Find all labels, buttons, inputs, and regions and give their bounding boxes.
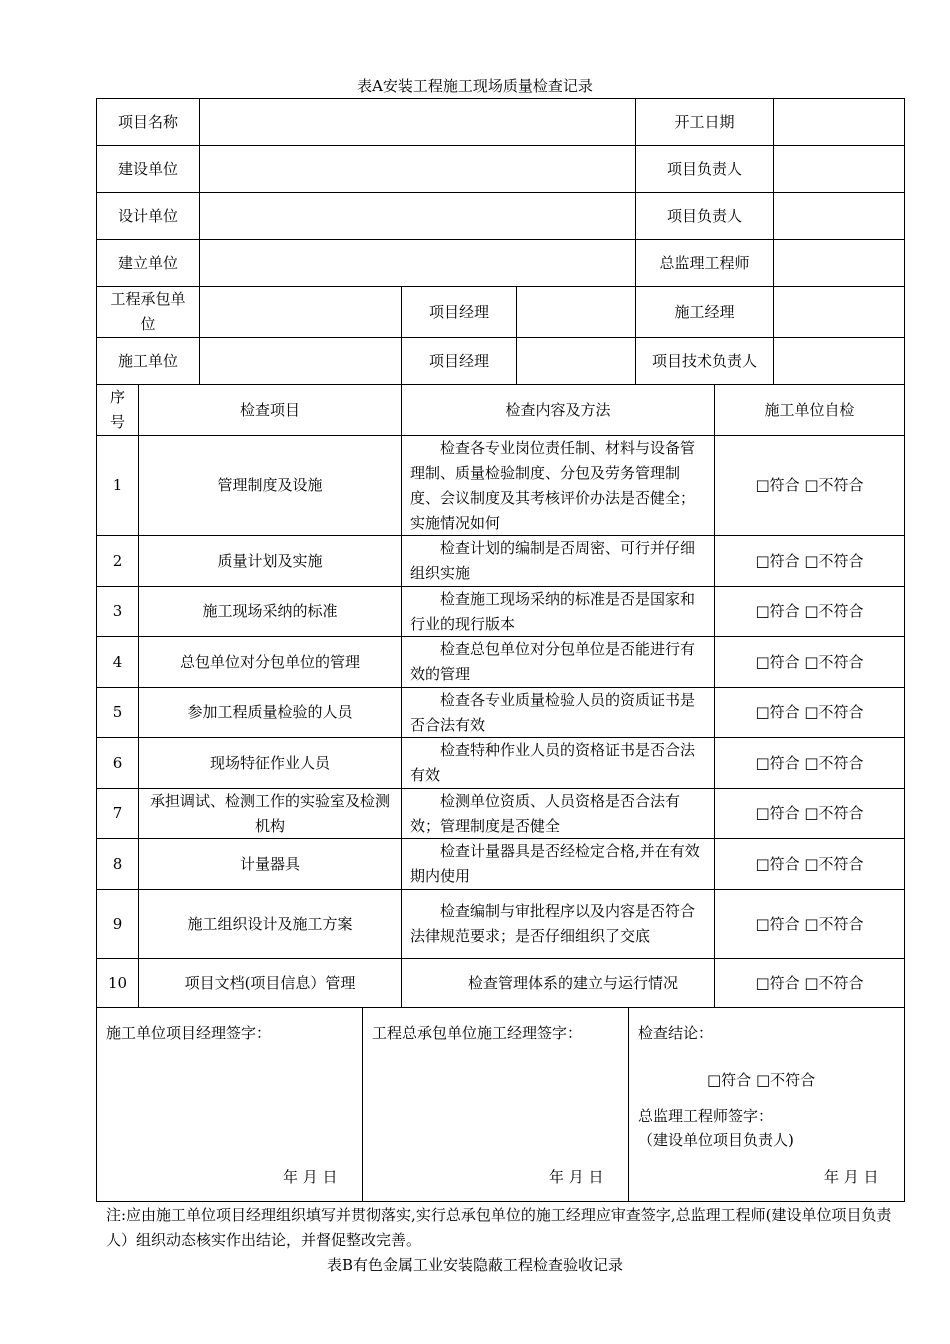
conclusion-checkbox[interactable]: □符合 □不符合 xyxy=(707,1071,816,1089)
row-self-check-checkbox[interactable]: □符合 □不符合 xyxy=(755,914,864,933)
row-item: 项目文档(项目信息）管理 xyxy=(184,973,356,992)
row-method xyxy=(402,789,714,838)
builder-value[interactable] xyxy=(200,338,401,384)
col-header-item: 检查项目 xyxy=(239,400,300,419)
row-method xyxy=(402,839,714,889)
project-leader-value-2[interactable] xyxy=(774,193,904,239)
row-self-check-checkbox[interactable]: □符合 □不符合 xyxy=(755,602,864,620)
method-text: 检查计量器具是否经检定合格,并在有效期内使用 xyxy=(410,842,700,885)
row-no: 8 xyxy=(112,854,123,873)
row-item: 总包单位对分包单位的管理 xyxy=(179,652,360,671)
method-text: 检查各专业岗位责任制、材料与设备管理制、质量检验制度、分包及劳务管理制度、会议制度及其考核评价办法是否健全；实施情况如何 xyxy=(410,438,696,532)
row-method xyxy=(402,959,714,1007)
method-text: 检查特种作业人员的资格证书是否合法有效 xyxy=(410,741,696,784)
chief-supervisor-value[interactable] xyxy=(774,240,904,286)
row-item: 质量计划及实施 xyxy=(217,551,323,570)
row-item: 现场特征作业人员 xyxy=(209,753,330,772)
design-unit-value[interactable] xyxy=(200,193,635,239)
method-text: 检查总包单位对分包单位是否能进行有效的管理 xyxy=(410,640,696,683)
project-name-value[interactable] xyxy=(200,99,635,145)
row-item: 施工组织设计及施工方案 xyxy=(187,914,353,933)
row-no: 4 xyxy=(112,652,123,671)
col-header-no: 序号 xyxy=(109,388,125,431)
construction-unit-label: 建设单位 xyxy=(117,159,178,178)
method-text: 检测单位资质、人员资格是否合法有效；管理制度是否健全 xyxy=(410,791,681,835)
date-field-3[interactable]: 年 月 日 xyxy=(824,1168,879,1186)
method-text: 检查管理体系的建立与运行情况 xyxy=(467,973,678,992)
project-name-label: 项目名称 xyxy=(117,112,178,131)
contractor-value[interactable] xyxy=(200,287,401,337)
row-method xyxy=(402,890,714,958)
method-text: 检查编制与审批程序以及内容是否符合法律规范要求；是否仔细组织了交底 xyxy=(410,902,696,945)
row-no: 6 xyxy=(112,753,123,772)
row-item: 施工现场采纳的标准 xyxy=(202,602,338,620)
project-leader-value-1[interactable] xyxy=(774,146,904,192)
row-method xyxy=(402,688,714,737)
row-self-check-checkbox[interactable]: □符合 □不符合 xyxy=(755,973,864,992)
general-contractor-sign-label: 工程总承包单位施工经理签字： xyxy=(372,1024,583,1042)
chief-supervisor-label: 总监理工程师 xyxy=(659,253,750,272)
col-header-method: 检查内容及方法 xyxy=(505,400,611,419)
project-manager-label-1: 项目经理 xyxy=(428,302,489,321)
construction-manager-label: 施工经理 xyxy=(674,302,735,321)
row-method xyxy=(402,436,714,535)
row-method xyxy=(402,738,714,788)
start-date-value[interactable] xyxy=(774,99,904,145)
table-b-title: 表B有色金属工业安装隐蔽工程检查验收记录 xyxy=(326,1256,624,1274)
row-method xyxy=(402,637,714,687)
project-manager-value-2[interactable] xyxy=(517,338,635,384)
footnote: 注:应由施工单位项目经理组织填写并贯彻落实,实行总承包单位的施工经理应审查签字,总监理工程师(建设单位项目负责人）组织动态核实作出结论，并督促整改完善。 xyxy=(106,1206,892,1249)
project-leader-label-2: 项目负责人 xyxy=(666,206,742,225)
row-item: 承担调试、检测工作的实验室及检测机构 xyxy=(149,791,390,835)
row-self-check-checkbox[interactable]: □符合 □不符合 xyxy=(755,804,864,822)
construction-unit-value[interactable] xyxy=(200,146,635,192)
row-item: 管理制度及设施 xyxy=(217,476,323,494)
row-no: 7 xyxy=(112,804,123,822)
row-self-check-checkbox[interactable]: □符合 □不符合 xyxy=(755,703,864,721)
col-header-self-check: 施工单位自检 xyxy=(764,400,855,419)
row-method xyxy=(402,587,714,636)
row-self-check-checkbox[interactable]: □符合 □不符合 xyxy=(755,652,864,671)
table-a-title: 表A安装工程施工现场质量检查记录 xyxy=(357,77,593,95)
project-leader-label-1: 项目负责人 xyxy=(666,159,742,178)
design-unit-label: 设计单位 xyxy=(117,206,178,225)
method-text: 检查施工现场采纳的标准是否是国家和行业的现行版本 xyxy=(410,589,696,633)
start-date-label: 开工日期 xyxy=(674,112,735,131)
row-no: 10 xyxy=(107,973,128,992)
technical-leader-label: 项目技术负责人 xyxy=(651,351,757,370)
technical-leader-value[interactable] xyxy=(774,338,904,384)
row-method xyxy=(402,536,714,586)
row-no: 1 xyxy=(112,476,123,494)
contractor-label: 工程承包单位 xyxy=(110,290,186,333)
chief-sign-label: 总监理工程师签字： xyxy=(638,1107,774,1125)
row-no: 9 xyxy=(112,914,123,933)
row-self-check-checkbox[interactable]: □符合 □不符合 xyxy=(755,476,864,494)
chief-sign-note: （建设单位项目负责人) xyxy=(638,1131,794,1149)
builder-label: 施工单位 xyxy=(117,351,178,370)
construction-manager-value[interactable] xyxy=(774,287,904,337)
row-no: 2 xyxy=(112,551,123,570)
project-manager-value-1[interactable] xyxy=(517,287,635,337)
row-self-check-checkbox[interactable]: □符合 □不符合 xyxy=(755,551,864,570)
row-self-check-checkbox[interactable]: □符合 □不符合 xyxy=(755,753,864,772)
supervision-unit-label: 建立单位 xyxy=(117,253,178,272)
builder-pm-sign-label: 施工单位项目经理签字： xyxy=(106,1024,272,1042)
date-field-1[interactable]: 年 月 日 xyxy=(283,1168,338,1186)
method-text: 检查计划的编制是否周密、可行并仔细组织实施 xyxy=(410,539,696,582)
method-text: 检查各专业质量检验人员的资质证书是否合法有效 xyxy=(410,690,696,734)
row-no: 3 xyxy=(112,602,123,620)
project-manager-label-2: 项目经理 xyxy=(428,351,489,370)
row-self-check-checkbox[interactable]: □符合 □不符合 xyxy=(755,854,864,873)
row-no: 5 xyxy=(112,703,123,721)
row-item: 计量器具 xyxy=(239,854,300,873)
date-field-2[interactable]: 年 月 日 xyxy=(549,1168,604,1186)
supervision-unit-value[interactable] xyxy=(200,240,635,286)
conclusion-label: 检查结论： xyxy=(638,1024,714,1042)
row-item: 参加工程质量检验的人员 xyxy=(187,703,353,721)
